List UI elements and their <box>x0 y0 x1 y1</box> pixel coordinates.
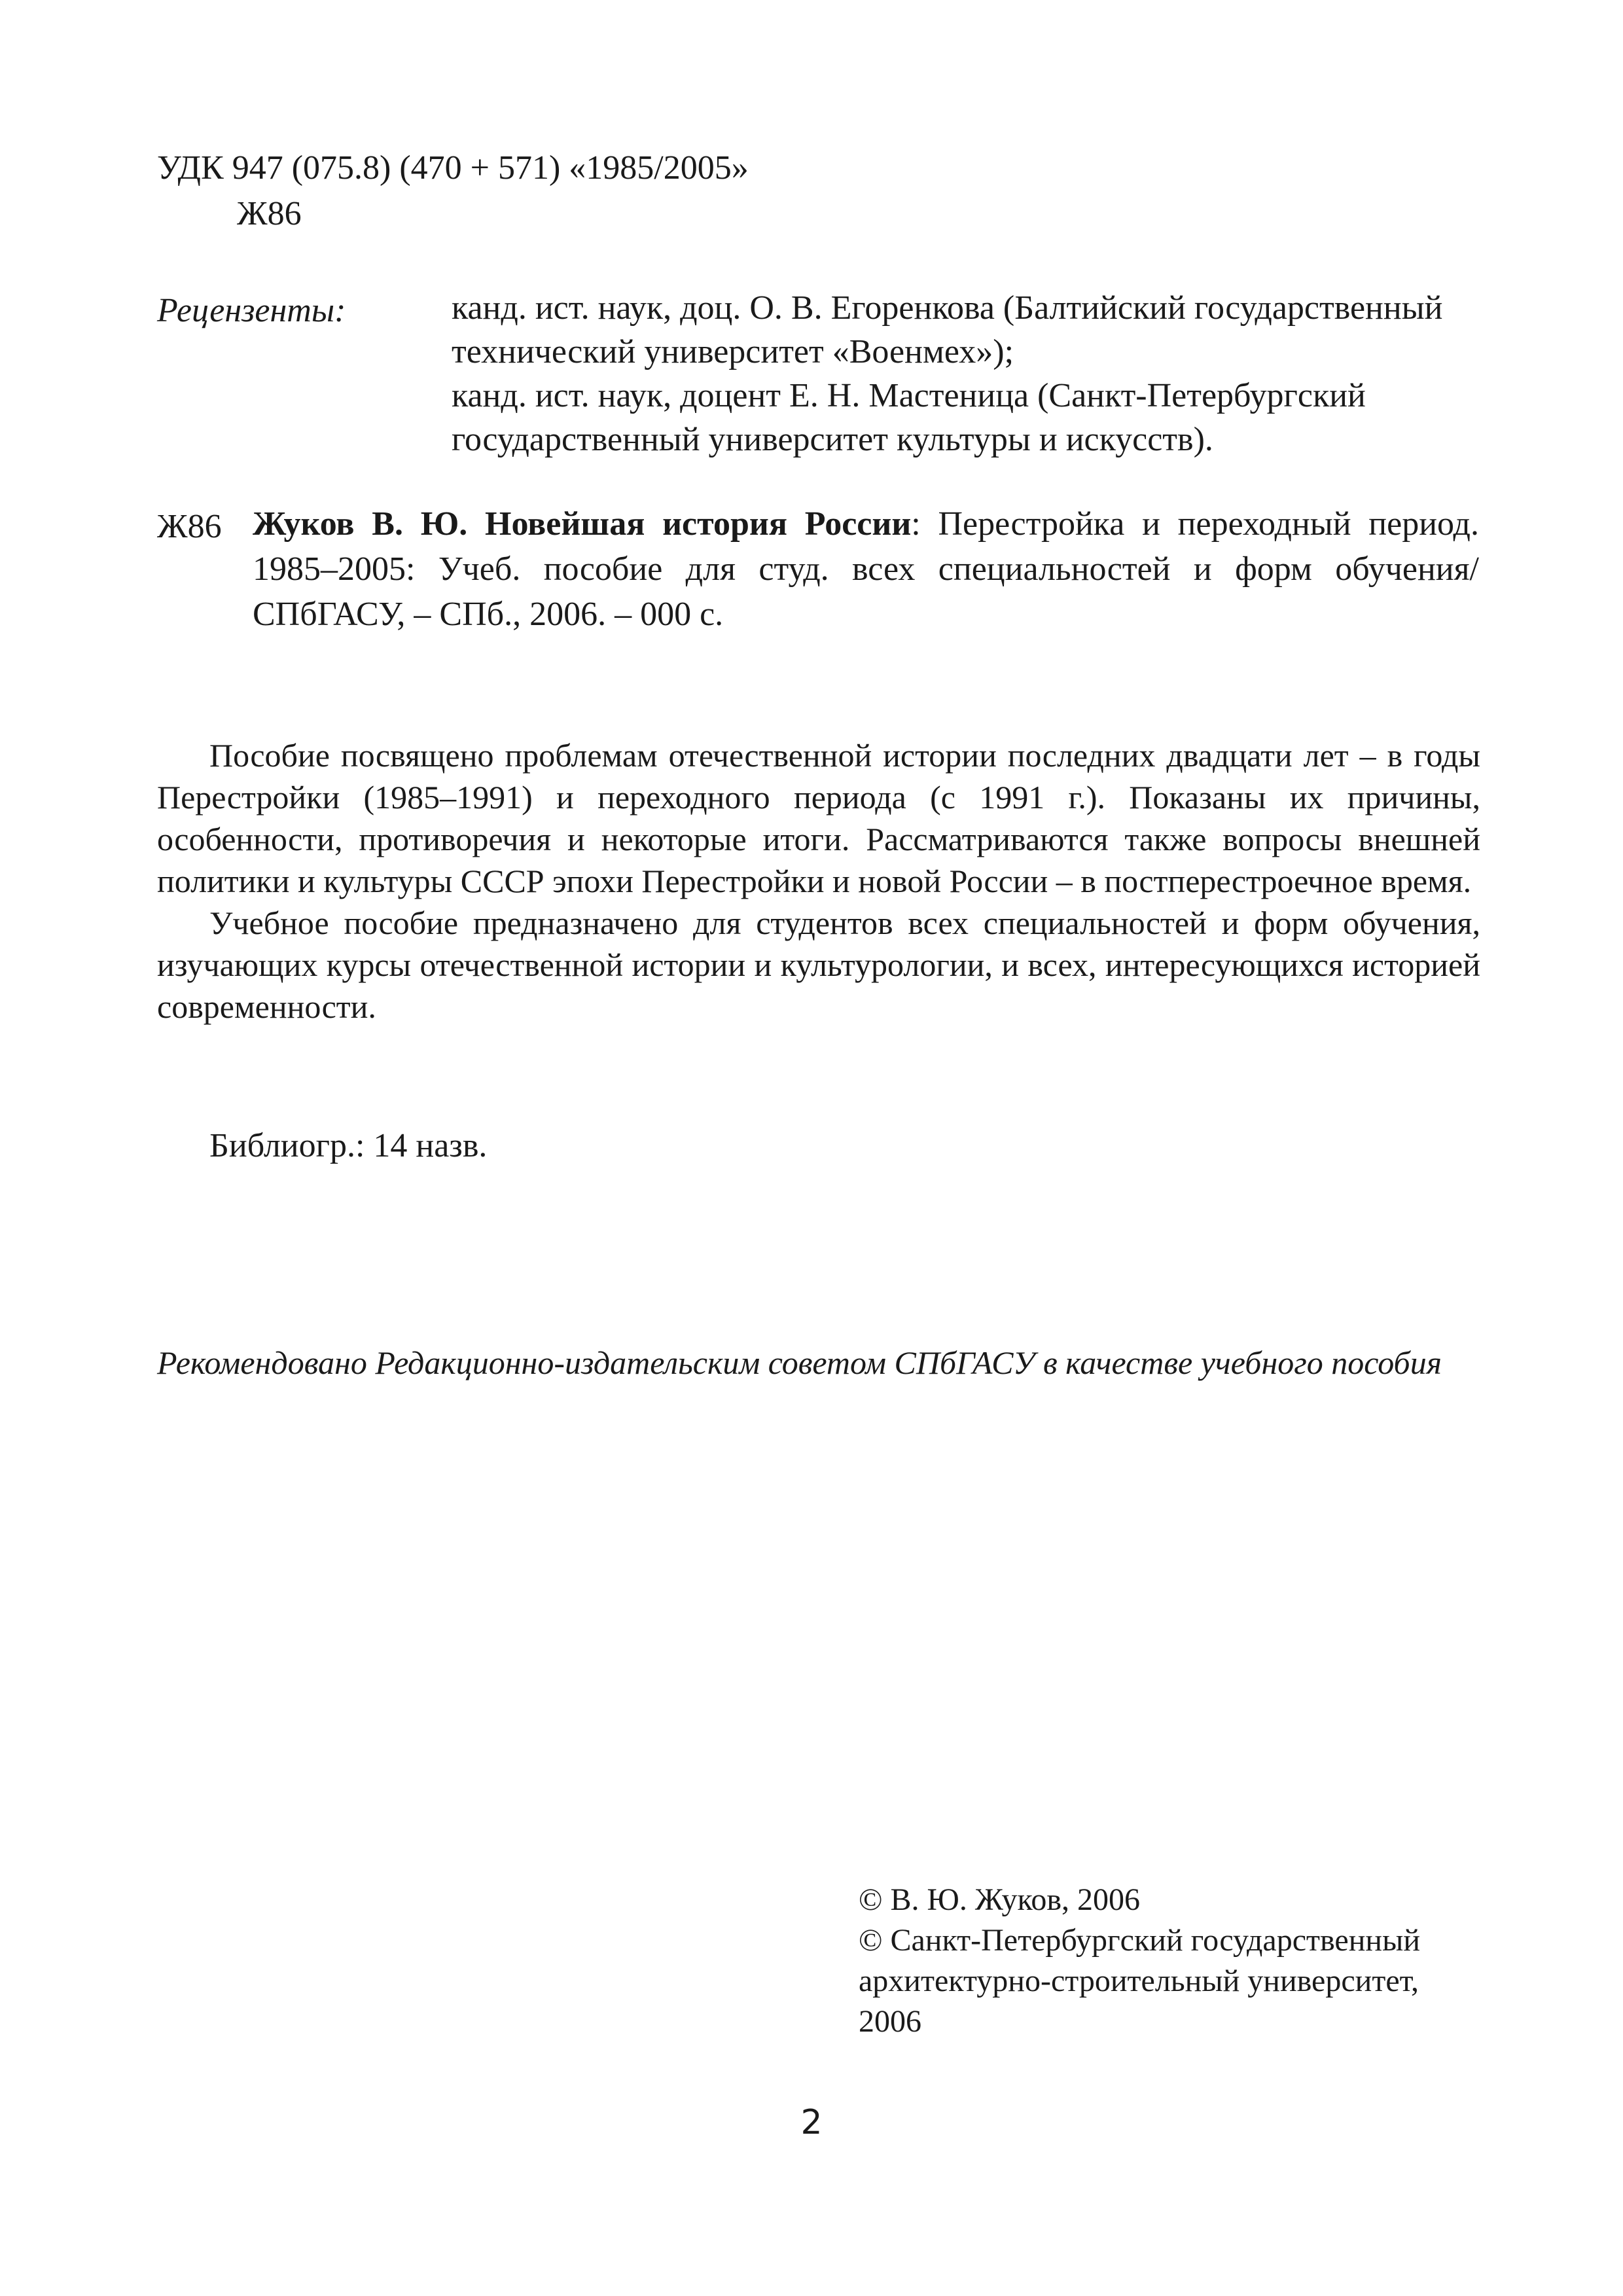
copyright-line: © Санкт-Петербургский государственный <box>859 1923 1420 1958</box>
udk-code: УДК 947 (075.8) (470 + 571) «1985/2005» <box>157 149 749 187</box>
bibliographic-index-code: Ж86 <box>157 508 222 545</box>
abstract <box>157 734 1480 1028</box>
recommendation-note: Рекомендовано Редакционно-издательским советом СПбГАСУ в качестве учебного пособия <box>157 1344 1442 1381</box>
reviewers-label: Рецензенты: <box>157 292 346 329</box>
publication-details: : Перестройка и переходный период. 1985–2005: Учеб. пособие для студ. всех специальностей и форм обучения/ СПбГАСУ, – СПб., 2006. – 000 с. <box>253 505 1479 633</box>
bibliographic-description <box>253 501 1479 637</box>
bibliography-count: Библиогр.: 14 назв. <box>209 1127 488 1164</box>
copyright-line: 2006 <box>859 2004 921 2039</box>
author-title: Жуков В. Ю. Новейшая история России <box>253 505 912 543</box>
reviewers-list <box>452 285 1479 461</box>
abstract-paragraph: Учебное пособие предназначено для студентов всех специальностей и форм обучения, изучающих курсы отечественной истории и культурологии, и всех, интересующихся историей современности. <box>157 905 1480 1025</box>
copyright-block <box>859 1880 1480 2042</box>
library-index-code: Ж86 <box>237 195 302 232</box>
abstract-paragraph: Пособие посвящено проблемам отечественной истории последних двадцати лет – в годы Перестройки (1985–1991) и переходного периода (с 1991 г.). Показаны их причины, особенности, противоречия и некоторые итоги. Рассматриваются также вопросы внешней политики и культуры СССР эпохи Перестройки и новой России – в постперестроечное время. <box>157 737 1480 899</box>
page-number: 2 <box>800 2103 823 2142</box>
reviewer-line: канд. ист. наук, доцент Е. Н. Мастеница (Санкт-Петербургский <box>452 377 1366 414</box>
copyright-line: архитектурно-строительный университет, <box>859 1964 1419 1998</box>
reviewer-line: государственный университет культуры и искусств). <box>452 421 1213 458</box>
reviewer-line: технический университет «Военмех»); <box>452 333 1014 370</box>
reviewer-line: канд. ист. наук, доц. О. В. Егоренкова (Балтийский государственный <box>452 289 1443 327</box>
copyright-line: © В. Ю. Жуков, 2006 <box>859 1882 1141 1917</box>
